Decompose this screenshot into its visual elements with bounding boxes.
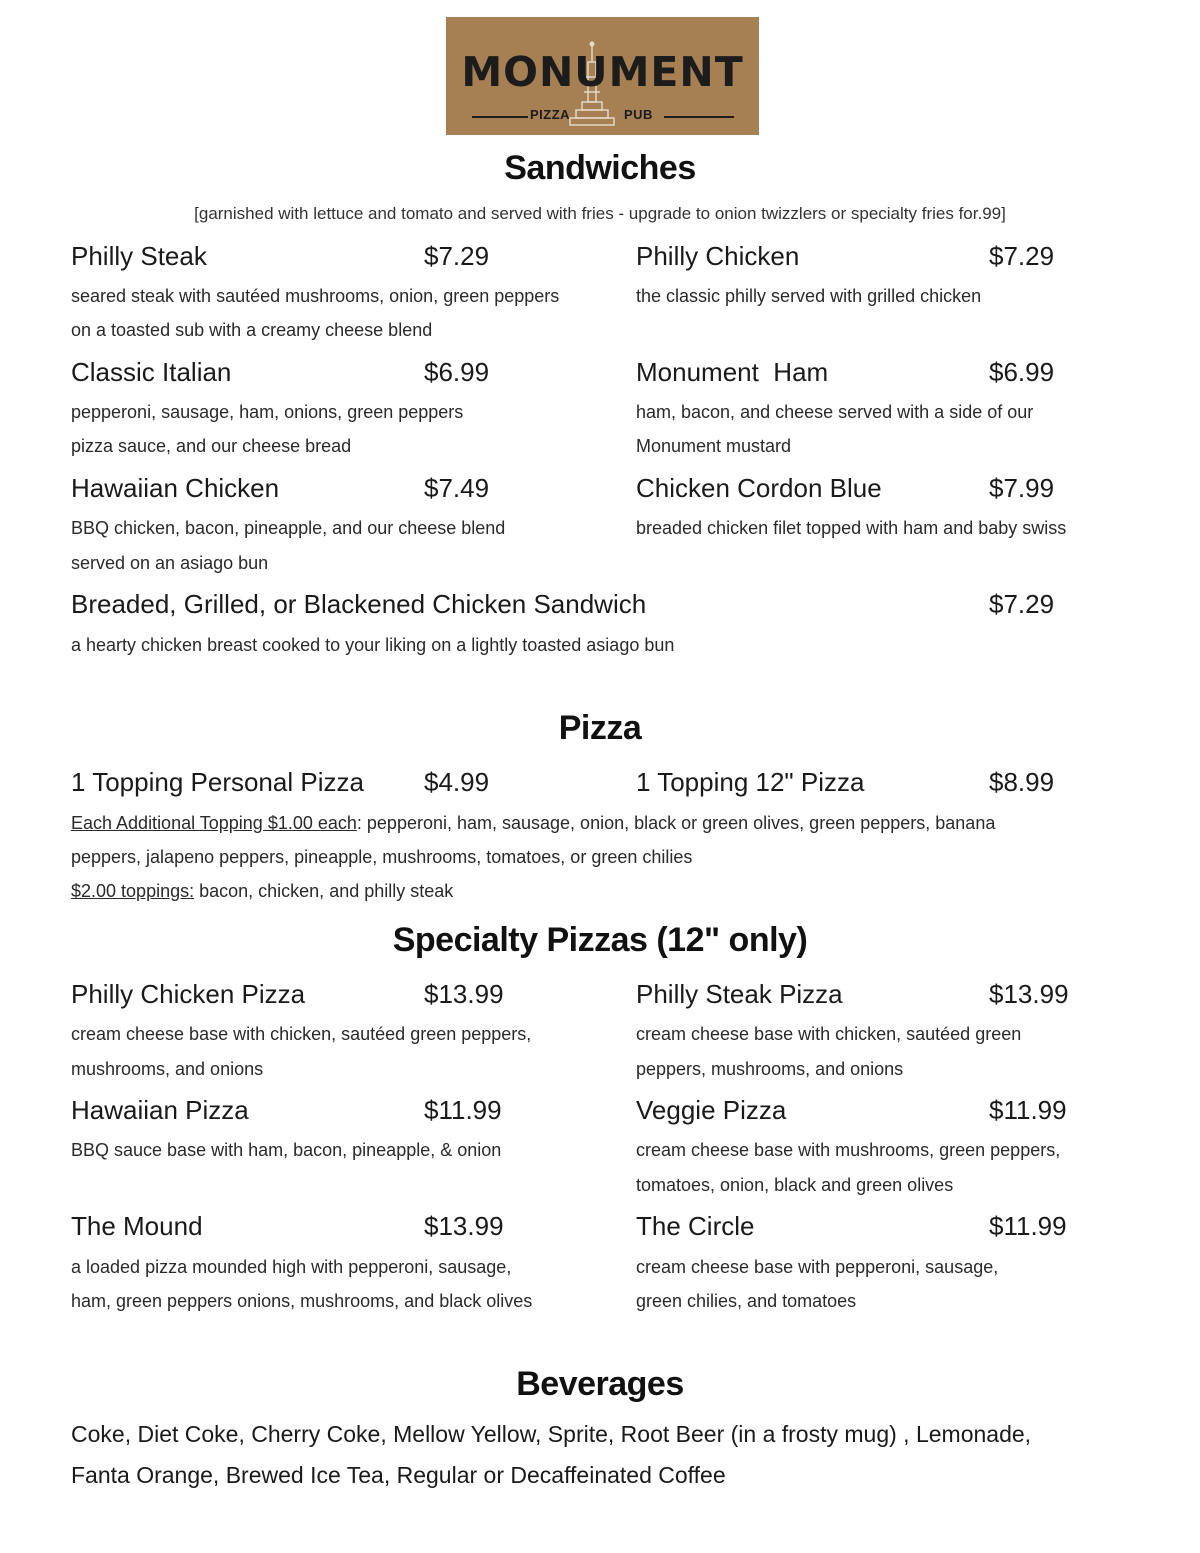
menu-item-desc: cream cheese base with pepperoni, sausage, <box>636 1257 999 1277</box>
menu-item-name: 1 Topping 12" Pizza <box>636 767 865 797</box>
menu-item-price: $13.99 <box>424 1211 504 1241</box>
menu-item-name: Hawaiian Chicken <box>71 473 280 503</box>
menu-item-price: $11.99 <box>989 1095 1067 1125</box>
additional-toppings-list: : pepperoni, ham, sausage, onion, black or green olives, green peppers, banana <box>356 813 996 833</box>
menu-item-desc: cream cheese base with chicken, sautéed green <box>636 1024 1022 1044</box>
menu-item-price: $6.99 <box>424 357 490 387</box>
menu-item-name: Classic Italian <box>71 357 232 387</box>
menu-item-name: Chicken Cordon Blue <box>636 473 882 503</box>
logo-wordmark: MONUMENT <box>461 48 744 96</box>
logo-pizza-label: PIZZA <box>530 107 571 122</box>
menu-item-desc: the classic philly served with grilled chicken <box>636 286 982 306</box>
menu-item-name: Philly Steak <box>71 241 207 271</box>
menu-item-desc: mushrooms, and onions <box>71 1059 264 1079</box>
menu-item-price: $7.29 <box>424 241 490 271</box>
premium-toppings-list: bacon, chicken, and philly steak <box>194 881 454 901</box>
menu-item-desc: ham, bacon, and cheese served with a side of our <box>636 402 1034 422</box>
menu-item-name: The Circle <box>636 1211 755 1241</box>
additional-toppings-list-cont: peppers, jalapeno peppers, pineapple, mushrooms, tomatoes, or green chilies <box>71 847 693 867</box>
menu-item-name: Monument Ham <box>636 357 829 387</box>
beverages-list: Coke, Diet Coke, Cherry Coke, Mellow Yellow, Sprite, Root Beer (in a frosty mug) , Lemonade, <box>71 1421 1032 1447</box>
specialty-heading: Specialty Pizzas (12" only) <box>392 921 808 959</box>
menu-item-name: Breaded, Grilled, or Blackened Chicken Sandwich <box>71 589 647 619</box>
menu-item-desc: pizza sauce, and our cheese bread <box>71 436 352 456</box>
menu-item-price: $7.29 <box>989 589 1055 619</box>
premium-toppings <box>71 874 453 909</box>
menu-item-price: $8.99 <box>989 767 1055 797</box>
menu-item-desc: served on an asiago bun <box>71 553 269 573</box>
beverages-heading: Beverages <box>516 1365 684 1403</box>
menu-item-desc: green chilies, and tomatoes <box>636 1291 857 1311</box>
logo <box>446 17 759 135</box>
beverages-list: Fanta Orange, Brewed Ice Tea, Regular or Decaffeinated Coffee <box>71 1462 726 1488</box>
menu-item-price: $13.99 <box>989 979 1069 1009</box>
pizza-heading: Pizza <box>558 709 642 747</box>
menu-item-price: $13.99 <box>424 979 504 1009</box>
menu-item-name: Philly Chicken <box>636 241 800 271</box>
additional-toppings-label: Each Additional Topping $1.00 each <box>71 813 357 833</box>
menu-item-price: $11.99 <box>424 1095 502 1125</box>
menu-item-desc: cream cheese base with mushrooms, green peppers, <box>636 1140 1061 1160</box>
menu-item-desc: cream cheese base with chicken, sautéed green peppers, <box>71 1024 532 1044</box>
menu-item-desc: pepperoni, sausage, ham, onions, green peppers <box>71 402 464 422</box>
menu-item-price: $4.99 <box>424 767 490 797</box>
menu-item-desc: BBQ chicken, bacon, pineapple, and our cheese blend <box>71 518 506 538</box>
menu-item-name: Veggie Pizza <box>636 1095 787 1125</box>
menu-item-desc: BBQ sauce base with ham, bacon, pineapple, & onion <box>71 1140 502 1160</box>
menu-item-price: $11.99 <box>989 1211 1067 1241</box>
menu-item-name: Hawaiian Pizza <box>71 1095 249 1125</box>
menu-item-price: $7.49 <box>424 473 490 503</box>
menu-item-desc: a loaded pizza mounded high with pepperoni, sausage, <box>71 1257 512 1277</box>
menu-item-name: The Mound <box>71 1211 203 1241</box>
menu-item-desc: on a toasted sub with a creamy cheese blend <box>71 320 433 340</box>
menu-item-price: $7.29 <box>989 241 1055 271</box>
premium-toppings-label: $2.00 toppings: <box>71 881 195 901</box>
menu-item-desc: a hearty chicken breast cooked to your liking on a lightly toasted asiago bun <box>71 635 675 655</box>
menu-item-name: Philly Steak Pizza <box>636 979 843 1009</box>
menu-item-price: $7.99 <box>989 473 1055 503</box>
menu-item-desc: tomatoes, onion, black and green olives <box>636 1175 954 1195</box>
menu-item-desc: seared steak with sautéed mushrooms, onion, green peppers <box>71 286 560 306</box>
logo-pub-label: PUB <box>624 107 653 122</box>
sandwiches-heading: Sandwiches <box>504 149 696 187</box>
menu-item-name: 1 Topping Personal Pizza <box>71 767 364 797</box>
menu-item-desc: ham, green peppers onions, mushrooms, and black olives <box>71 1291 533 1311</box>
sandwiches-note: [garnished with lettuce and tomato and served with fries - upgrade to onion twizzlers or specialty fries for.99] <box>194 204 1006 223</box>
menu-item-price: $6.99 <box>989 357 1055 387</box>
menu-item-desc: Monument mustard <box>636 436 792 456</box>
menu-item-desc: peppers, mushrooms, and onions <box>636 1059 904 1079</box>
additional-toppings <box>71 806 995 841</box>
menu-item-name: Philly Chicken Pizza <box>71 979 306 1009</box>
menu-item-desc: breaded chicken filet topped with ham and baby swiss <box>636 518 1067 538</box>
